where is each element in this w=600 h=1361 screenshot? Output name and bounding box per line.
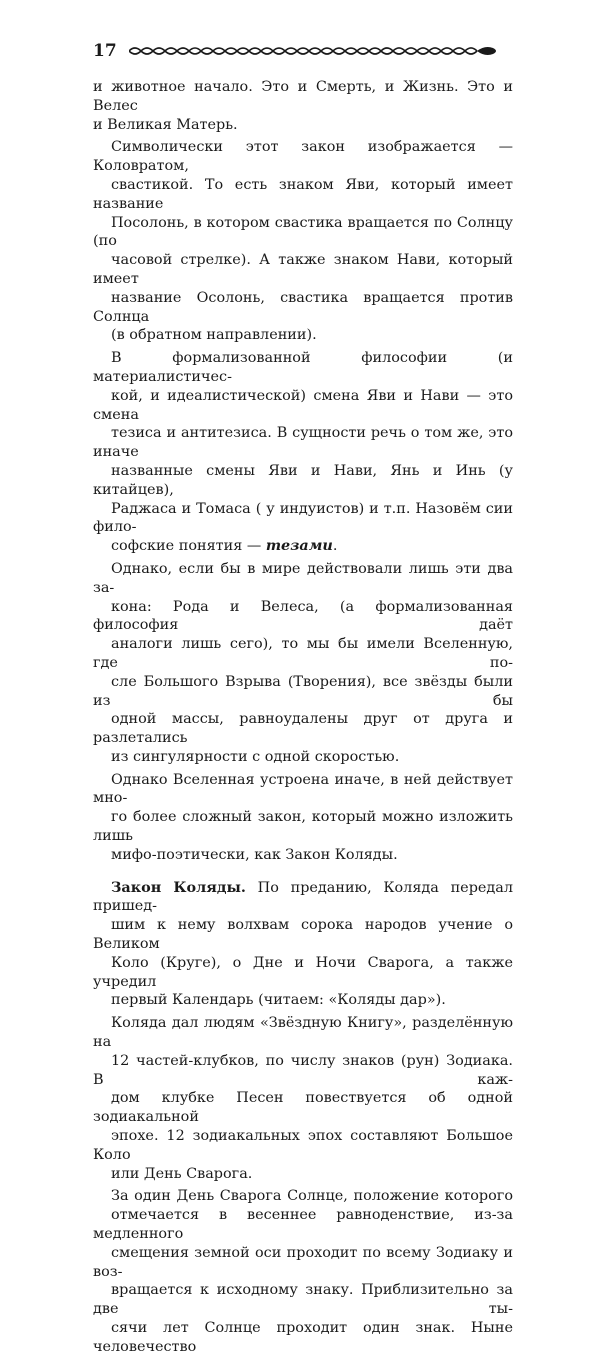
- text-line: мифо-поэтически, как Закон Коляды.: [111, 846, 398, 863]
- page-number: 17: [93, 41, 117, 61]
- page-header: [93, 40, 513, 62]
- text-line: одной массы, равноудалены друг от друга и разлетались: [93, 711, 513, 747]
- decorative-border-ornament: [129, 44, 501, 58]
- text-line: 12 частей-клубков, по числу знаков (рун) Зодиака. В каж-: [93, 1052, 513, 1088]
- text-line: сле Большого Взрыва (Творения), все звёзды были из бы: [93, 673, 513, 709]
- paragraph-6: [93, 879, 513, 1011]
- body-text: [93, 78, 513, 1361]
- text-line: первый Календарь (читаем: «Коляды дар»).: [111, 992, 446, 1009]
- text-line: и животное начало. Это и Смерть, и Жизнь. Это и Велес: [93, 79, 513, 114]
- paragraph-7: [93, 1014, 513, 1183]
- text-segment: .: [332, 538, 338, 555]
- text-line: из сингулярности с одной скоростью.: [111, 748, 400, 765]
- text-line: (в обратном направлении).: [111, 327, 317, 344]
- paragraph-3: [93, 349, 513, 556]
- text-line: или День Сварога.: [111, 1165, 253, 1182]
- text-line: кона: Рода и Велеса, (а формализованная философия даёт: [93, 598, 513, 634]
- paragraph-1: [93, 78, 513, 134]
- text-line: [93, 537, 513, 556]
- text-line: В формализованной философии (и материалистичес-: [93, 350, 513, 385]
- text-line: шим к нему волхвам сорока народов учение о Великом: [93, 917, 513, 953]
- text-line: Однако, если бы в мире действовали лишь эти два за-: [93, 560, 513, 596]
- text-line: название Осолонь, свастика вращается против Солнца: [93, 289, 513, 325]
- text-line: Коло (Круге), о Дне и Ночи Сварога, а также учредил: [93, 954, 513, 990]
- text-line: сячи лет Солнце проходит один знак. Ныне человечество: [93, 1320, 513, 1355]
- paragraph-2: [93, 138, 513, 345]
- text-line: смещения земной оси проходит по всему Зодиаку и воз-: [93, 1244, 513, 1280]
- text-segment: софские понятия —: [111, 538, 266, 555]
- text-line: названные смены Яви и Нави, Янь и Инь (у китайцев),: [93, 462, 513, 498]
- text-line: Символически этот закон изображается — Коловратом,: [93, 139, 513, 175]
- text-line: го более сложный закон, который можно изложить лишь: [93, 809, 513, 845]
- text-line: аналоги лишь сего), то мы бы имели Вселенную, где по-: [93, 636, 513, 671]
- text-line: дом клубке Песен повествуется об одной зодиакальной: [93, 1090, 513, 1126]
- section-heading: Закон Коляды.: [111, 878, 246, 896]
- text-line: отмечается в весеннее равноденствие, из-за медленного: [93, 1207, 513, 1243]
- text-line: свастикой. То есть знаком Яви, который имеет название: [93, 176, 513, 212]
- text-segment: По преданию, Коляда передал пришед-: [93, 879, 514, 915]
- text-line: тезиса и антитезиса. В сущности речь о том же, это иначе: [93, 425, 513, 461]
- text-line: эпохе. 12 зодиакальных эпох составляют Большое Коло: [93, 1128, 513, 1163]
- emphasis-term: тезами: [265, 537, 333, 555]
- paragraph-5: [93, 771, 513, 865]
- text-line: Однако Вселенная устроена иначе, в ней действует мно-: [93, 771, 513, 807]
- text-line: За один День Сварога Солнце, положение которого: [111, 1188, 513, 1205]
- paragraph-8: [93, 1187, 513, 1356]
- text-line: вращается к исходному знаку. Приблизительно за две ты-: [93, 1282, 513, 1318]
- text-line: и Великая Матерь.: [93, 116, 238, 133]
- text-line: кой, и идеалистической) смена Яви и Нави — это смена: [93, 387, 513, 423]
- paragraph-4: [93, 560, 513, 767]
- text-line: часовой стрелке). А также знаком Нави, который имеет: [93, 252, 513, 287]
- text-line: Посолонь, в котором свастика вращается по Солнцу (по: [93, 214, 513, 250]
- text-line: Коляда дал людям «Звёздную Книгу», разделённую на: [93, 1015, 513, 1051]
- text-line: [93, 879, 513, 917]
- text-line: Раджаса и Томаса ( у индуистов) и т.п. Назовём сии фило-: [93, 500, 513, 536]
